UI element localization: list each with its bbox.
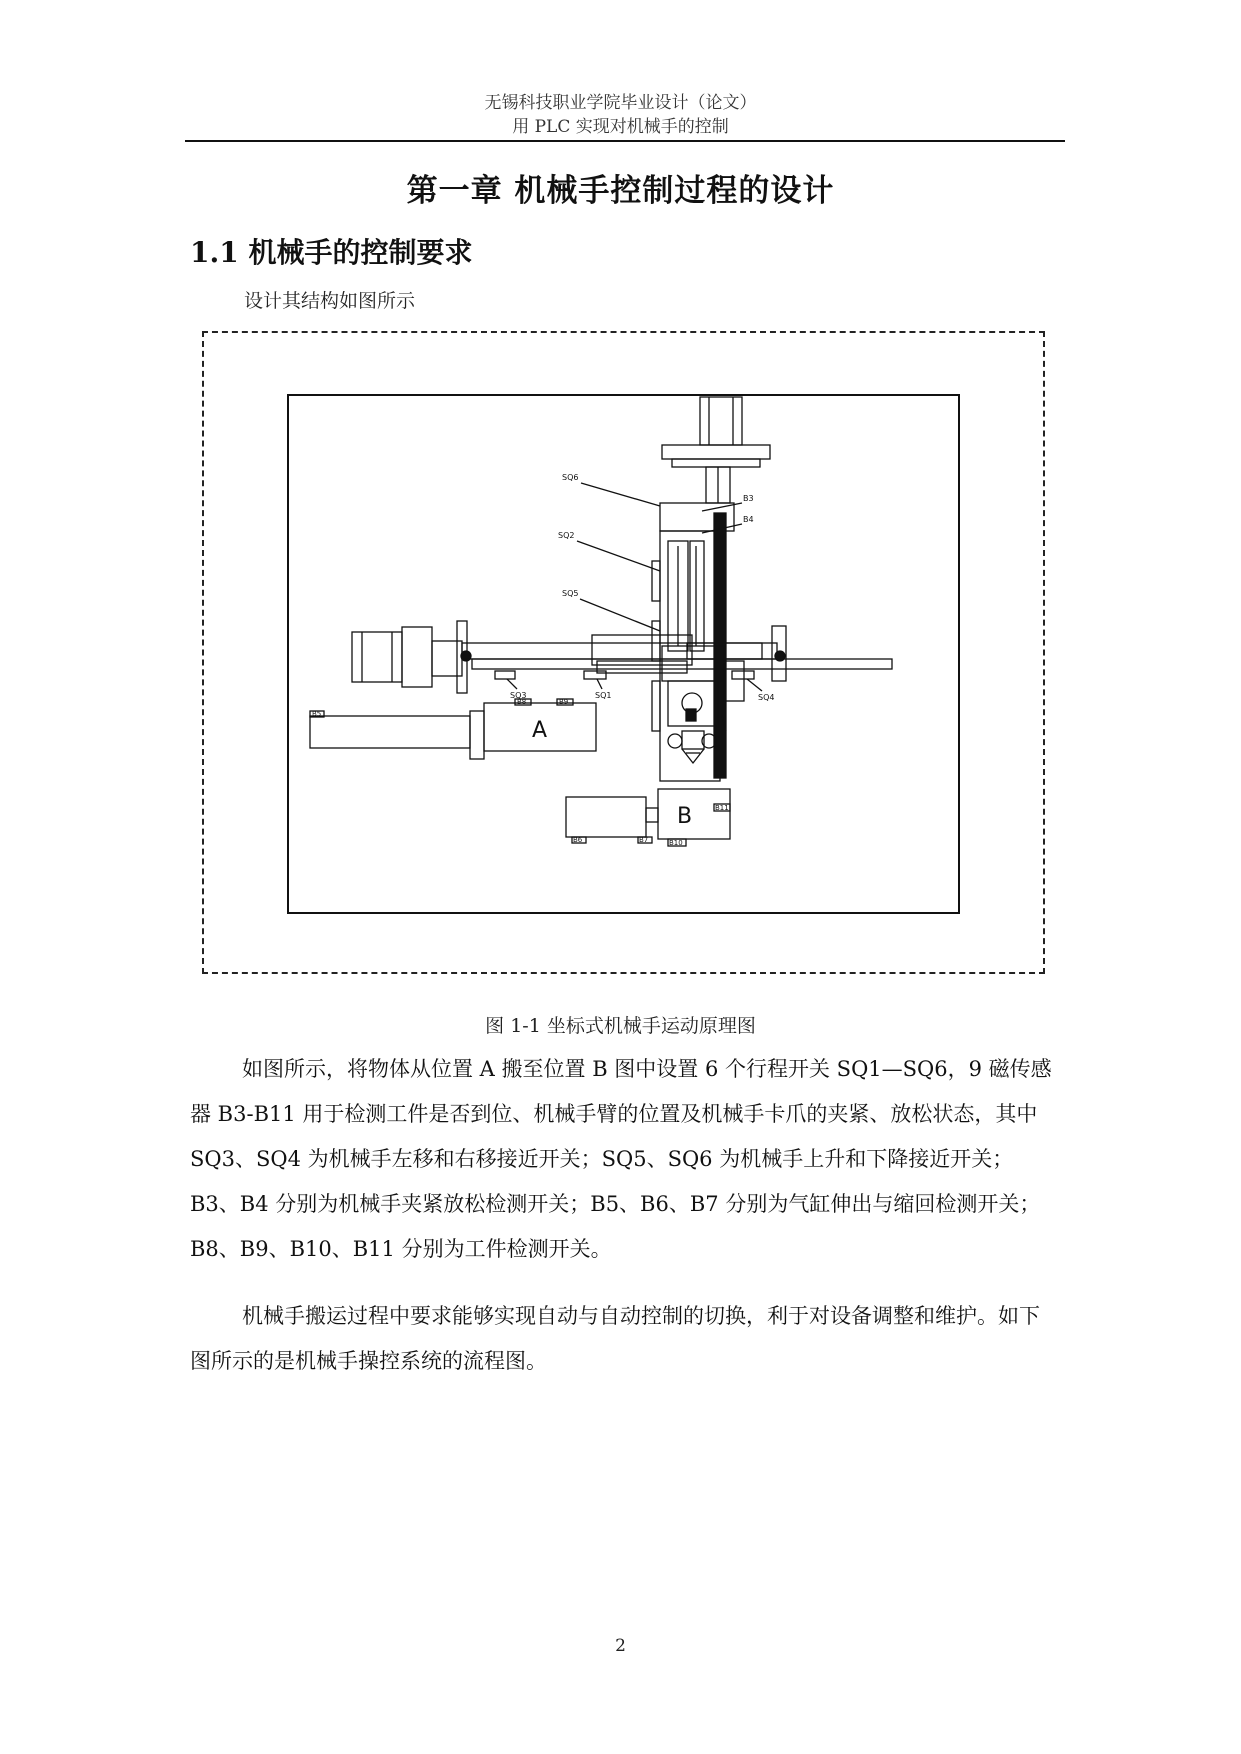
cylinder-a [310, 716, 470, 748]
label-b8: B8 [517, 698, 527, 706]
switch-sq1-body [584, 671, 606, 679]
horizontal-motor [352, 632, 402, 682]
label-b6: B6 [573, 836, 583, 844]
vertical-motor [700, 397, 742, 445]
page-number: 2 [615, 1636, 626, 1656]
figure-caption: 图 1-1 坐标式机械手运动原理图 [485, 1015, 756, 1037]
switch-sq3-body [495, 671, 515, 679]
manipulator-diagram [202, 331, 1045, 974]
label-position-a: A [532, 718, 548, 743]
label-b7: B7 [639, 836, 649, 844]
switch-sq4-body [732, 671, 754, 679]
label-b10: B10 [669, 839, 683, 847]
header-thesis-title: 无锡科技职业学院毕业设计（论文） [484, 93, 757, 113]
label-b9: B9 [559, 698, 569, 706]
section-title: 1.1 机械手的控制要求 [190, 236, 473, 269]
cylinder-b [566, 797, 646, 837]
header-subtitle: 用 PLC 实现对机械手的控制 [512, 117, 729, 137]
body-paragraph-1 [190, 1047, 1060, 1272]
label-sq2: SQ2 [558, 531, 575, 540]
chapter-title: 第一章 机械手控制过程的设计 [406, 173, 835, 209]
paragraph-2-text: 机械手搬运过程中要求能够实现自动与自动控制的切换，利于对设备调整和维护。如下图所示的是机械手操控系统的流程图。 [190, 1304, 1040, 1373]
label-sq5: SQ5 [562, 589, 579, 598]
label-sq3: SQ3 [510, 691, 527, 700]
label-b11: B11 [715, 804, 729, 812]
header-divider [185, 140, 1065, 142]
label-b5: B5 [312, 710, 322, 718]
label-position-b: B [677, 804, 693, 829]
label-b3: B3 [743, 494, 754, 503]
body-paragraph-2 [190, 1294, 1060, 1384]
label-sq6: SQ6 [562, 473, 579, 482]
position-b-box [658, 789, 730, 839]
label-b4: B4 [743, 515, 754, 524]
paragraph-1-text: 如图所示，将物体从位置 A 搬至位置 B 图中设置 6 个行程开关 SQ1—SQ6，9 磁传感器 B3-B11 用于检测工件是否到位、机械手臂的位置及机械手卡爪的夹紧、放松状态，其中 SQ3、SQ4 为机械手左移和右移接近开关；SQ5、SQ6 为机械手上升和下降接近开关；B3、B4 分别为机械手夹紧放松检测开关；B5、B6、B7 分别为气缸伸出与缩回检测开关；B8、B9、B10、B11 分别为工件检测开关。 [190, 1057, 1052, 1261]
intro-text: 设计其结构如图所示 [244, 290, 416, 312]
diagram-inner-frame [288, 395, 959, 913]
label-sq4: SQ4 [758, 693, 775, 702]
label-sq1: SQ1 [595, 691, 612, 700]
